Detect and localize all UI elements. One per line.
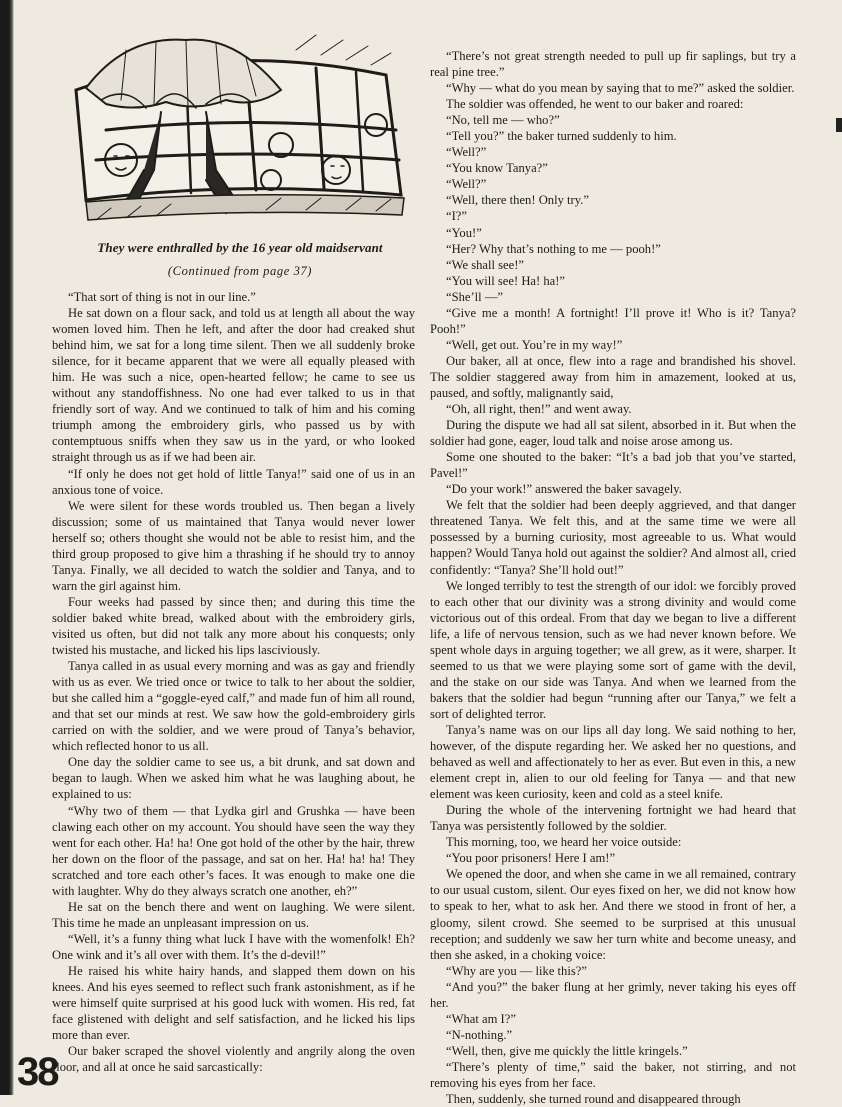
paragraph: “Give me a month! A fortnight! I’ll prove it! Who is it? Tanya? Pooh!” bbox=[430, 305, 796, 336]
paragraph: Some one shouted to the baker: “It’s a bad job that you’ve started, Pavel!” bbox=[430, 450, 796, 481]
paragraph: “Why are you — like this?” bbox=[446, 963, 587, 978]
page-edge-mark bbox=[836, 118, 842, 132]
paragraph: “Why — what do you mean by saying that to me?” asked the soldier. bbox=[446, 81, 795, 96]
paragraph: “You will see! Ha! ha!” bbox=[446, 273, 566, 288]
paragraph: During the dispute we had all sat silent, absorbed in it. But when the soldier had gone, eager, loud talk and noise arose among us. bbox=[430, 418, 796, 449]
paragraph: We were silent for these words troubled us. Then began a lively discussion; some of us maintained that Tanya would never lower herself so; others thought she would not be able to resist him, and the third group proposed to give him a thrashing if he should try to annoy Tanya. Finally, we all decided to watch the soldier and Tanya, and to warn the girl against him. bbox=[52, 498, 415, 593]
illustration-caption: They were enthralled by the 16 year old maidservant bbox=[97, 240, 383, 255]
paragraph: “Well, it’s a funny thing what luck I have with the womenfolk! Eh? One wink and it’s all over with them. It’s the d-devil!” bbox=[52, 931, 415, 962]
paragraph: “No, tell me — who?” bbox=[446, 113, 560, 128]
paragraph: Our baker scraped the shovel violently and angrily along the oven floor, and all at once he said sarcastically: bbox=[52, 1044, 415, 1075]
paragraph: “I?” bbox=[446, 209, 467, 224]
paragraph: “You!” bbox=[446, 225, 482, 240]
page-number: 38 bbox=[17, 1050, 58, 1094]
paragraph: He sat down on a flour sack, and told us at length all about the way women loved him. Then he left, and after the door had creaked shut behind him, we sat for a long time silent. Then we all suddenly broke silence, for it became apparent that we were all equally pleased with him. He was such a nice, open-hearted fellow; he came to see us without any standoffishness. No one had ever talked to us in that friendly sort of way. And we continued to talk of him and his coming triumph among the embroidery girls, who passed us by with contemptuous sniffs when they saw us in the yard, or who looked straight through us as if we had been air. bbox=[52, 306, 415, 465]
paragraph: “There’s not great strength needed to pull up fir saplings, but try a real pine tree.” bbox=[430, 49, 796, 80]
paragraph: “Well, get out. You’re in my way!” bbox=[446, 337, 623, 352]
paragraph: “What am I?” bbox=[446, 1011, 516, 1026]
paragraph: “She’ll —” bbox=[446, 289, 504, 304]
paragraph: “Tell you?” the baker turned suddenly to him. bbox=[446, 129, 677, 144]
paragraph: “Oh, all right, then!” and went away. bbox=[446, 402, 632, 417]
paragraph: “Well, there then! Only try.” bbox=[446, 193, 589, 208]
paragraph: He sat on the bench there and went on laughing. We were silent. This time he made an unpleasant impression on us. bbox=[52, 899, 415, 930]
paragraph: “Her? Why that’s nothing to me — pooh!” bbox=[446, 241, 661, 256]
paragraph: “If only he does not get hold of little Tanya!” said one of us in an anxious tone of voice. bbox=[52, 466, 415, 497]
paragraph: “Do your work!” answered the baker savagely. bbox=[446, 482, 682, 497]
paragraph: This morning, too, we heard her voice outside: bbox=[446, 835, 682, 850]
paragraph: “Well, then, give me quickly the little kringels.” bbox=[446, 1043, 688, 1058]
paragraph: “That sort of thing is not in our line.” bbox=[68, 290, 256, 304]
paragraph: “And you?” the baker flung at her grimly, never taking his eyes off her. bbox=[430, 979, 796, 1010]
paragraph: Four weeks had passed by since then; and during this time the soldier baked white bread, walked about with the embroidery girls, visited us often, but did not talk any more about his conquests; only twisted his mustache, and licked his lips lasciviously. bbox=[52, 594, 415, 658]
paragraph: Tanya’s name was on our lips all day long. We said nothing to her, however, of the dispute regarding her. We asked her no questions, and behaved as well and affectionately to her as ever. But even in this, a new element crept in, alien to our old feeling for Tanya — and that new element was keen curiosity, keen and cold as a steel knife. bbox=[430, 722, 796, 802]
paragraph: Then, suddenly, she turned round and disappeared through bbox=[446, 1092, 741, 1107]
paragraph: “There’s plenty of time,” said the baker, not stirring, and not removing his eyes from her face. bbox=[430, 1059, 796, 1090]
paragraph: “You poor prisoners! Here I am!” bbox=[446, 851, 616, 866]
paragraph: We opened the door, and when she came in we all remained, contrary to our usual custom, silent. Our eyes fixed on her, we did not know how to speak to her, what to ask her. And there we stood in front of her, a gloomy, silent crowd. She seemed to be surprised at this unusual reception; and suddenly we saw her turn white and become uneasy, and then she asked, in a choking voice: bbox=[430, 867, 796, 962]
paragraph: One day the soldier came to see us, a bit drunk, and sat down and began to laugh. When we asked him what he was laughing about, he explained to us: bbox=[52, 755, 415, 802]
paragraph: The soldier was offended, he went to our baker and roared: bbox=[446, 97, 744, 112]
paragraph: “Why two of them — that Lydka girl and Grushka — have been clawing each other on my account. You should have seen the way they went for each other. Ha! ha! One got hold of the other by the hair, threw her down on the floor of the passage, and sat on her. Ha! ha! ha! They scratched and tore each other’s faces. It was enough to make one die with laughter. Why do they always scratch one another, eh?” bbox=[52, 803, 415, 898]
paragraph: He raised his white hairy hands, and slapped them down on his knees. And his eyes seemed to reflect such frank astonishment, as if he were himself quite surprised at his good luck with women. His red, fat face glistened with delight and self satisfaction, and he licked his lips more than ever. bbox=[52, 963, 415, 1043]
left-column bbox=[52, 289, 415, 1075]
paragraph: Tanya called in as usual every morning and was as gay and friendly with us as ever. We tried once or twice to talk to her about the soldier, but she called him a “goggle-eyed calf,” and made fun of him all round, and that set our minds at rest. We saw how the gold-embroidery girls carried on with the soldier, and we were proud of Tanya’s behavior, which reflected honor to us all. bbox=[52, 659, 415, 754]
paragraph: We longed terribly to test the strength of our idol: we forcibly proved to each other that our divinity was a strong divinity and would come victorious out of this ordeal. From that day we began to live a different life, a life of nervous tension, such as we had never known before. We spent whole days in arguing together; we all grew, as it were, sharper. It seemed to us that we were playing some sort of game with the devil, and the stake on our side was Tanya. And when we learned from the bakers that the soldier had begun “running after our Tanya,” we felt a sort of delighted terror. bbox=[430, 578, 796, 721]
page-binding-edge bbox=[0, 0, 14, 1095]
paragraph: “You know Tanya?” bbox=[446, 161, 548, 176]
paragraph: We felt that the soldier had been deeply aggrieved, and that danger threatened Tanya. We felt this, and at the same time we were all possessed by a burning curiosity, most agreeable to us. What would happen? Would Tanya hold out against the soldier? And almost all, cried confidently: “Tanya? She’ll hold out!” bbox=[430, 498, 796, 577]
continued-note: (Continued from page 37) bbox=[167, 264, 313, 278]
illustration-window-scene bbox=[66, 30, 418, 235]
paragraph: “Well?” bbox=[446, 177, 487, 192]
right-column bbox=[430, 48, 796, 1107]
paragraph: “Well?” bbox=[446, 145, 487, 160]
paragraph: “We shall see!” bbox=[446, 257, 525, 272]
paragraph: Our baker, all at once, flew into a rage and brandished his shovel. The soldier staggered away from him in amazement, looked at us, paused, and softly, malignantly said, bbox=[430, 353, 796, 400]
paragraph: During the whole of the intervening fortnight we had heard that Tanya was persistently followed by the soldier. bbox=[430, 803, 796, 834]
paragraph: “N-nothing.” bbox=[446, 1027, 513, 1042]
